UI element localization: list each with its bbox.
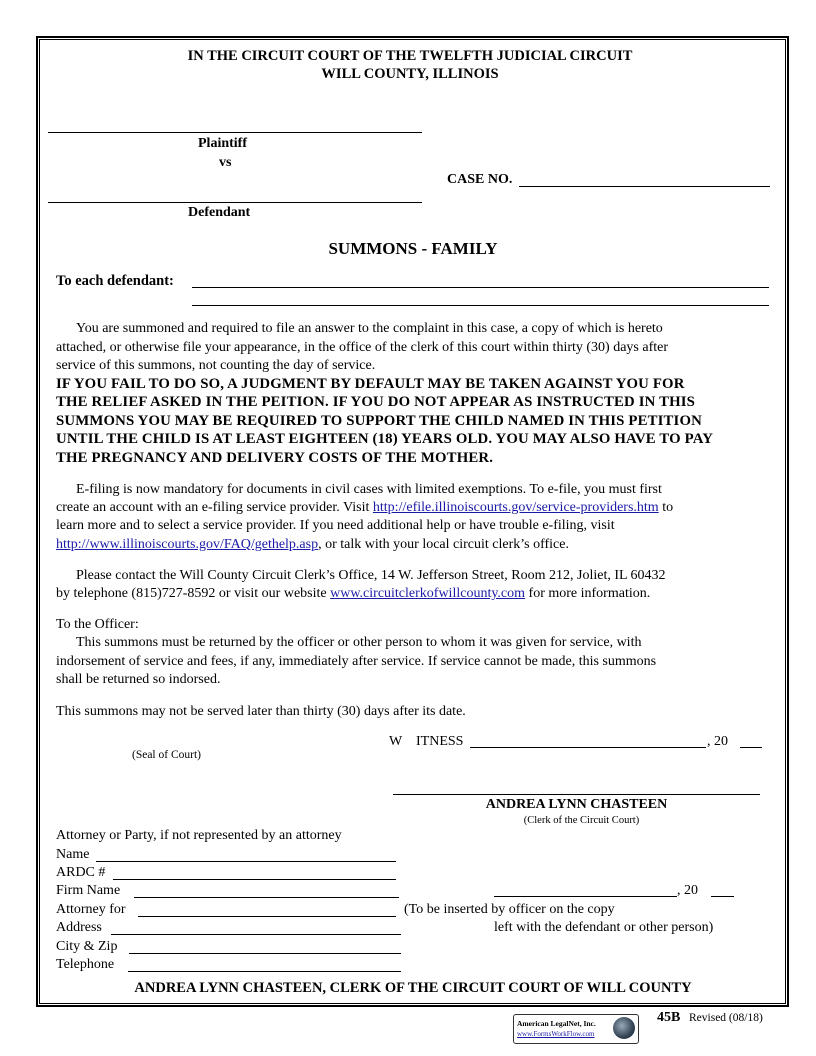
officer-line3: shall be returned so indorsed. xyxy=(56,672,221,687)
to-each-defendant-label: To each defendant: xyxy=(56,273,174,289)
efiling-line3: learn more and to select a service provider. If you need additional help or have trouble e-filing, visit xyxy=(56,518,615,533)
attorney-name-line[interactable] xyxy=(96,861,396,862)
case-no-line[interactable] xyxy=(519,186,770,187)
defendant-label: Defendant xyxy=(188,205,251,220)
default-judgment-warning-line5: THE PREGNANCY AND DELIVERY COSTS OF THE MOTHER. xyxy=(56,450,494,466)
footer-clerk-line: ANDREA LYNN CHASTEEN, CLERK OF THE CIRCUIT COURT OF WILL COUNTY xyxy=(134,980,692,996)
attorney-ardc-line[interactable] xyxy=(113,879,396,880)
defendant-names-line-1[interactable] xyxy=(192,287,769,288)
attorney-cityzip-label: City & Zip xyxy=(56,939,118,954)
efiling-line4-tail: , or talk with your local circuit clerk’s office. xyxy=(318,537,569,552)
seal-of-court-label: (Seal of Court) xyxy=(132,749,201,761)
attorney-cityzip-row xyxy=(56,938,117,956)
attorney-address-label: Address xyxy=(56,920,102,935)
court-name: IN THE CIRCUIT COURT OF THE TWELFTH JUDICIAL CIRCUIT xyxy=(187,48,633,64)
case-no-label: CASE NO. xyxy=(447,172,513,187)
contact-line2 xyxy=(56,585,650,603)
attorney-telephone-label: Telephone xyxy=(56,957,115,972)
attorney-name-row xyxy=(56,846,89,864)
efiling-line2 xyxy=(56,499,673,517)
defendant-name-line[interactable] xyxy=(48,202,422,203)
efile-service-providers-link[interactable]: http://efile.illinoiscourts.gov/service-providers.htm xyxy=(372,500,659,515)
default-judgment-warning-line2: THE RELIEF ASKED IN THE PEITION. IF YOU DO NOT APPEAR AS INSTRUCTED IN THIS xyxy=(56,394,696,410)
form-number: 45B xyxy=(657,1010,681,1025)
officer-copy-year-line[interactable] xyxy=(711,896,734,897)
attorney-ardc-row xyxy=(56,864,105,882)
officer-line1: This summons must be returned by the officer or other person to whom it was given for service, with xyxy=(76,635,642,650)
default-judgment-warning-line4: UNTIL THE CHILD IS AT LEAST EIGHTEEN (18) YEARS OLD. YOU MAY ALSO HAVE TO PAY xyxy=(56,431,714,447)
contact-line2-text: by telephone (815)727-8592 or visit our website xyxy=(56,586,331,601)
efiling-line2-text: create an account with an e-filing service provider. Visit xyxy=(56,500,373,515)
attorney-firm-label: Firm Name xyxy=(56,883,121,898)
officer-copy-year-prefix: , 20 xyxy=(677,883,698,898)
attorney-telephone-line[interactable] xyxy=(128,971,401,972)
contact-line2-tail: for more information. xyxy=(525,586,651,601)
officer-copy-date-line[interactable] xyxy=(494,896,677,897)
clerk-name: ANDREA LYNN CHASTEEN xyxy=(485,797,668,812)
plaintiff-label: Plaintiff xyxy=(198,136,247,151)
efiling-line1: E-filing is now mandatory for documents in civil cases with limited exemptions. To e-file, you must first xyxy=(76,482,662,497)
default-judgment-warning-line1: IF YOU FAIL TO DO SO, A JUDGMENT BY DEFAULT MAY BE TAKEN AGAINST YOU FOR xyxy=(56,376,685,392)
summons-paragraph-line2: attached, or otherwise file your appearance, in the office of the clerk of this court within thirty (30) days after xyxy=(56,340,669,355)
vs-label: vs xyxy=(219,155,232,170)
attorney-for-row xyxy=(56,901,126,919)
clerk-website-link[interactable]: www.circuitclerkofwillcounty.com xyxy=(330,586,526,601)
attorney-address-line[interactable] xyxy=(111,934,401,935)
attorney-firm-line[interactable] xyxy=(134,897,399,898)
document-title: SUMMONS - FAMILY xyxy=(328,239,498,258)
witness-year-prefix: , 20 xyxy=(707,734,728,749)
efiling-line2-tail: to xyxy=(658,500,674,515)
plaintiff-name-line[interactable] xyxy=(48,132,422,133)
logo-company-name: American LegalNet, Inc. xyxy=(517,1019,596,1028)
clerk-signature-line[interactable] xyxy=(393,794,760,795)
american-legalnet-logo xyxy=(513,1014,639,1044)
witness-year-line[interactable] xyxy=(740,747,762,748)
efiling-line4 xyxy=(56,536,569,554)
attorney-ardc-label: ARDC # xyxy=(56,865,106,880)
gethelp-faq-link[interactable]: http://www.illinoiscourts.gov/FAQ/gethelp.asp xyxy=(56,537,319,552)
attorney-heading: Attorney or Party, if not represented by an attorney xyxy=(56,828,342,843)
summons-paragraph-line3: service of this summons, not counting the day of service. xyxy=(56,358,376,373)
attorney-for-line[interactable] xyxy=(138,916,396,917)
attorney-telephone-row xyxy=(56,956,114,974)
officer-copy-note-line1: (To be inserted by officer on the copy xyxy=(404,902,615,917)
officer-copy-note-line2: left with the defendant or other person) xyxy=(494,920,714,935)
attorney-firm-row xyxy=(56,882,120,900)
attorney-name-label: Name xyxy=(56,847,90,862)
clerk-title: (Clerk of the Circuit Court) xyxy=(523,815,640,826)
revised-date: Revised (08/18) xyxy=(689,1012,763,1024)
attorney-cityzip-line[interactable] xyxy=(129,953,401,954)
attorney-for-label: Attorney for xyxy=(56,902,126,917)
default-judgment-warning-line3: SUMMONS YOU MAY BE REQUIRED TO SUPPORT THE CHILD NAMED IN THIS PETITION xyxy=(56,413,702,429)
witness-itness-text: ITNESS xyxy=(416,734,464,749)
service-expiry-note: This summons may not be served later than thirty (30) days after its date. xyxy=(56,704,466,719)
globe-icon xyxy=(613,1017,635,1039)
officer-heading: To the Officer: xyxy=(56,617,139,632)
defendant-names-line-2[interactable] xyxy=(192,305,769,306)
witness-date-line[interactable] xyxy=(470,747,706,748)
attorney-address-row xyxy=(56,919,102,937)
contact-line1: Please contact the Will County Circuit Clerk’s Office, 14 W. Jefferson Street, Room 212, Joliet, IL 60432 xyxy=(76,568,666,583)
summons-paragraph-line1: You are summoned and required to file an answer to the complaint in this case, a copy of which is hereto xyxy=(76,321,663,336)
logo-website: www.FormsWorkFlow.com xyxy=(517,1030,595,1038)
county-name: WILL COUNTY, ILLINOIS xyxy=(321,66,499,82)
officer-line2: indorsement of service and fees, if any, immediately after service. If service cannot be made, this summons xyxy=(56,654,657,669)
witness-w-letter: W xyxy=(389,734,403,749)
